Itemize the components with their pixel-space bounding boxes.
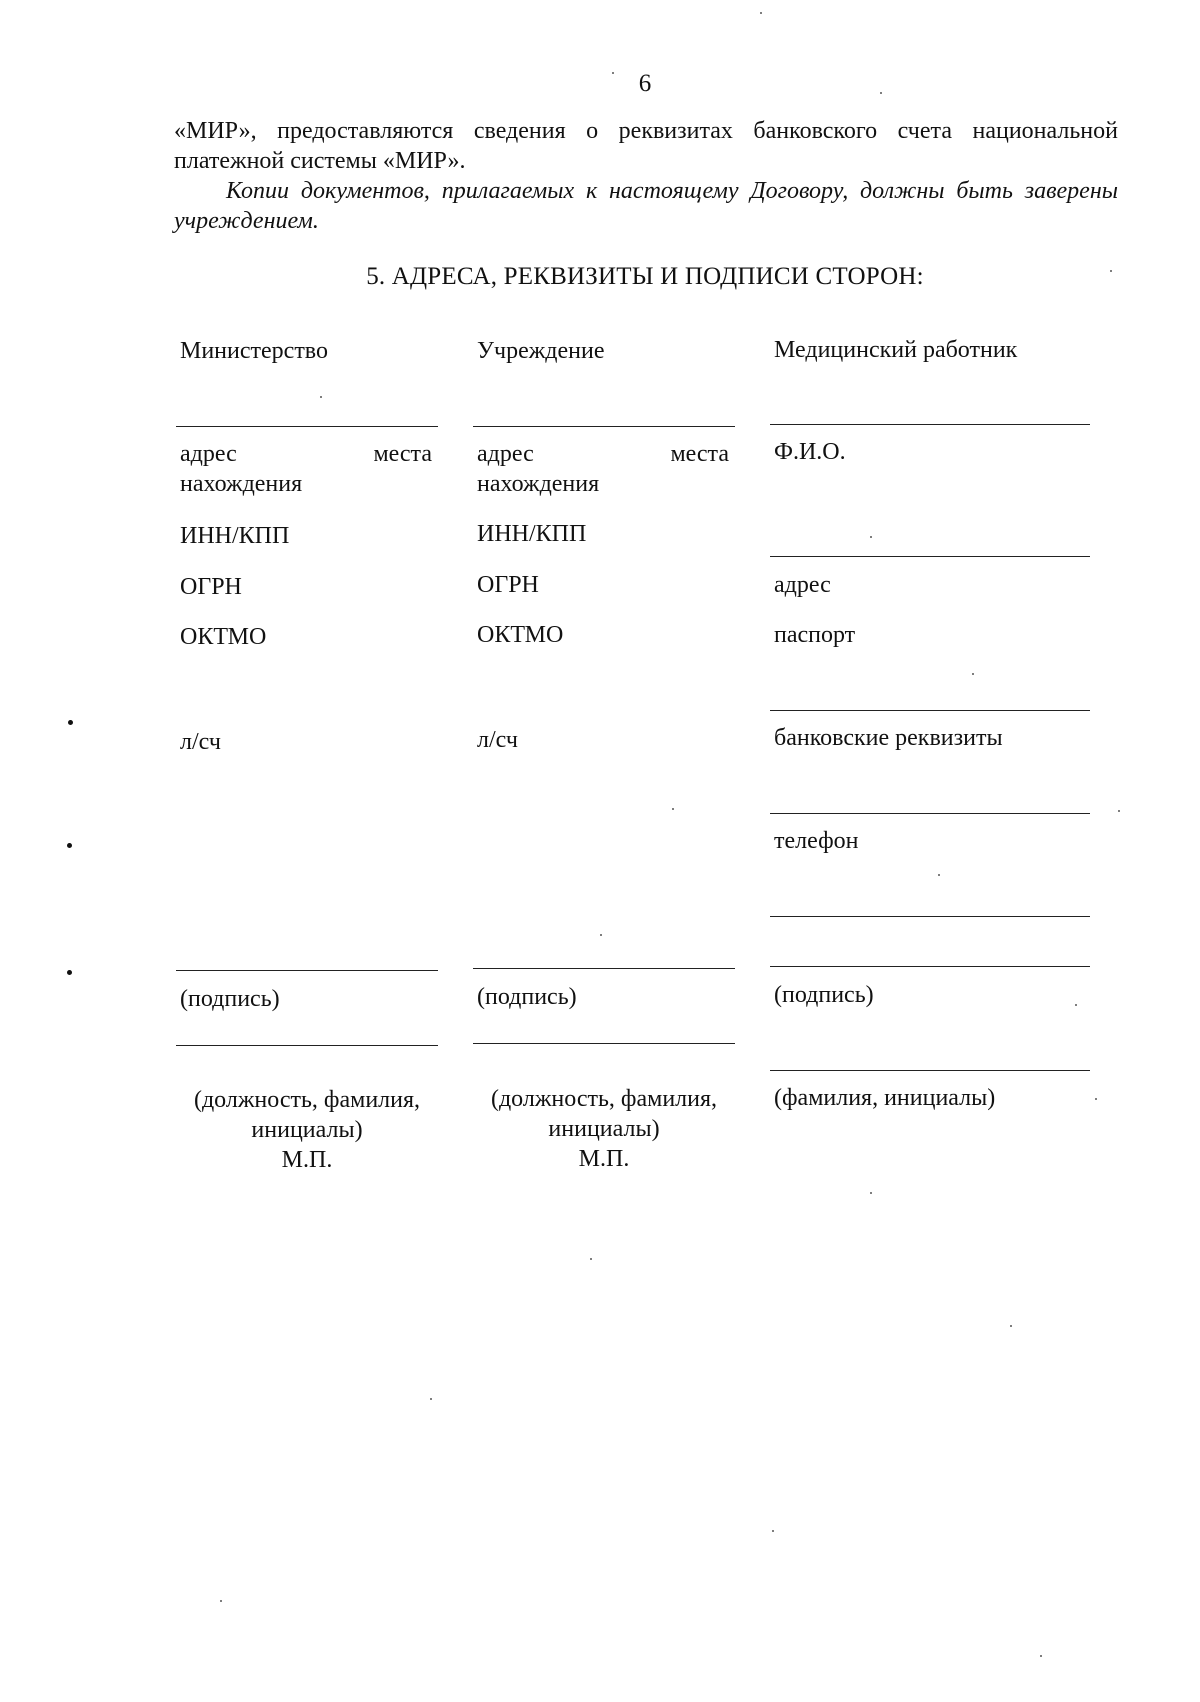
section-title: 5. АДРЕСА, РЕКВИЗИТЫ И ПОДПИСИ СТОРОН:	[366, 263, 924, 290]
medical-worker-heading: Медицинский работник	[774, 337, 1018, 363]
scan-speck	[320, 396, 322, 398]
institution-inn-kpp: ИНН/КПП	[477, 521, 587, 547]
scan-speck	[590, 1258, 592, 1260]
medical-worker-name-initials-line	[770, 1070, 1090, 1071]
scan-speck	[672, 808, 674, 810]
ministry-stamp: М.П.	[281, 1147, 333, 1173]
ministry-position-line	[176, 1045, 438, 1046]
institution-position-line	[473, 1043, 735, 1044]
institution-position-line2: инициалы)	[548, 1116, 660, 1142]
scan-speck	[1095, 1098, 1097, 1100]
ministry-signature-line	[176, 970, 438, 971]
scan-speck	[772, 1530, 774, 1532]
institution-name-line	[473, 426, 735, 427]
scan-speck	[870, 1192, 872, 1194]
medical-worker-phone: телефон	[774, 828, 859, 854]
ministry-address-word: адрес	[180, 441, 237, 467]
scan-speck	[880, 92, 882, 94]
medical-worker-signature-label: (подпись)	[774, 982, 874, 1008]
scan-speck	[1040, 1655, 1042, 1657]
scan-speck	[600, 934, 602, 936]
institution-address-label	[477, 439, 729, 499]
scan-speck	[1010, 1325, 1012, 1327]
medical-worker-phone-line	[770, 916, 1090, 917]
ministry-location-word: нахождения	[180, 471, 303, 497]
ministry-heading: Министерство	[180, 338, 328, 364]
medical-worker-bank-line	[770, 813, 1090, 814]
ministry-account: л/сч	[180, 729, 221, 755]
medical-worker-column	[770, 0, 1090, 1702]
scan-speck	[430, 1398, 432, 1400]
ministry-position-line1: (должность, фамилия,	[193, 1087, 421, 1113]
medical-worker-name-initials: (фамилия, инициалы)	[774, 1085, 996, 1111]
ministry-column	[176, 0, 436, 1702]
institution-column	[473, 0, 733, 1702]
institution-location-word: нахождения	[477, 471, 600, 497]
scan-speck	[760, 12, 762, 14]
medical-worker-address: адрес	[774, 572, 831, 598]
scan-speck	[1075, 1004, 1077, 1006]
ministry-ogrn: ОГРН	[180, 574, 242, 600]
scan-speck	[972, 673, 974, 675]
ministry-oktmo: ОКТМО	[180, 624, 267, 650]
intro-paragraph-1: «МИР», предоставляются сведения о реквизитах банковского счета национальной платежной системы «МИР».	[174, 118, 1118, 174]
intro-paragraph-2: Копии документов, прилагаемых к настоящему Договору, должны быть заверены учреждением.	[174, 178, 1118, 234]
institution-address-word: адрес	[477, 441, 534, 467]
ministry-name-line	[176, 426, 438, 427]
medical-worker-full-name: Ф.И.О.	[774, 439, 846, 465]
medical-worker-passport: паспорт	[774, 622, 856, 648]
institution-heading: Учреждение	[477, 338, 605, 364]
ministry-signature-label: (подпись)	[180, 986, 280, 1012]
scan-speck	[938, 874, 940, 876]
institution-position-label	[473, 1084, 735, 1174]
institution-place-word: места	[670, 441, 729, 467]
medical-worker-passport-line	[770, 710, 1090, 711]
institution-oktmo: ОКТМО	[477, 622, 564, 648]
scan-speck	[1110, 270, 1112, 272]
institution-stamp: М.П.	[578, 1146, 630, 1172]
institution-ogrn: ОГРН	[477, 572, 539, 598]
scan-speck	[1118, 810, 1120, 812]
scan-speck	[870, 536, 872, 538]
scan-speck	[68, 720, 73, 725]
scan-speck	[67, 970, 72, 975]
medical-worker-signature-line	[770, 966, 1090, 967]
ministry-position-label	[176, 1085, 438, 1175]
medical-worker-bank-details: банковские реквизиты	[774, 725, 1003, 751]
scan-speck	[67, 843, 72, 848]
page-number: 6	[638, 70, 652, 97]
scan-speck	[612, 72, 614, 74]
ministry-position-line2: инициалы)	[251, 1117, 363, 1143]
ministry-address-label	[180, 439, 432, 499]
institution-position-line1: (должность, фамилия,	[490, 1086, 718, 1112]
institution-signature-line	[473, 968, 735, 969]
medical-worker-full-name-line	[770, 556, 1090, 557]
institution-signature-label: (подпись)	[477, 984, 577, 1010]
institution-account: л/сч	[477, 727, 518, 753]
scan-speck	[220, 1600, 222, 1602]
ministry-place-word: места	[373, 441, 432, 467]
medical-worker-name-line	[770, 424, 1090, 425]
ministry-inn-kpp: ИНН/КПП	[180, 523, 290, 549]
